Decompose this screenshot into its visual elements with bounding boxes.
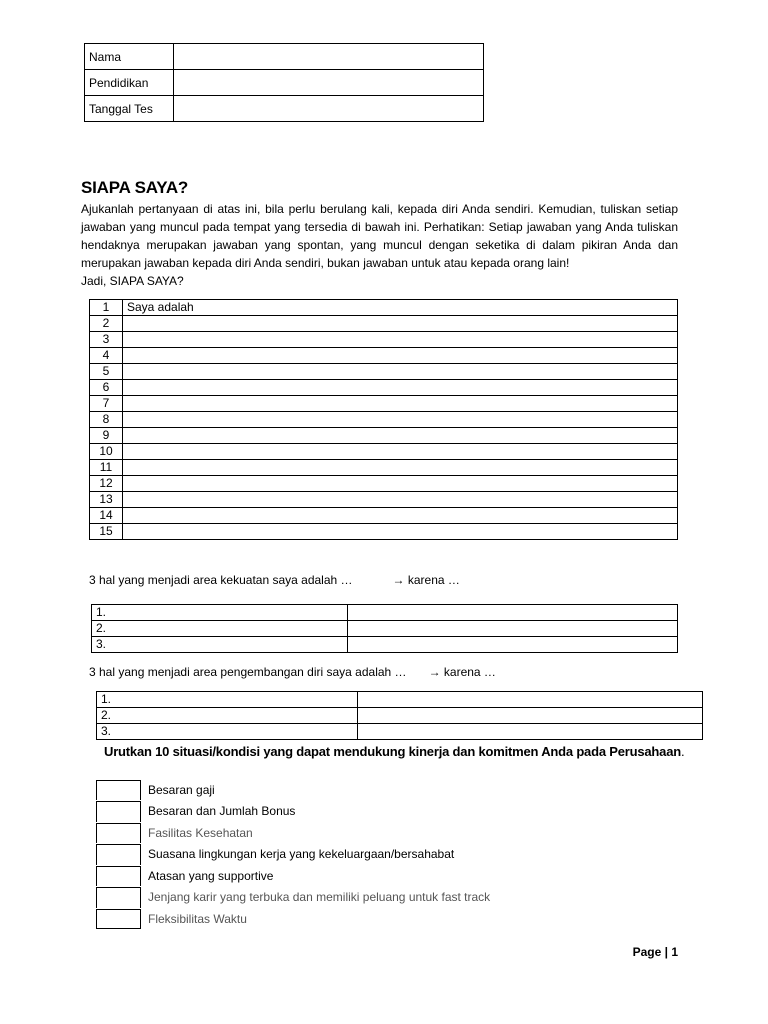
name-field[interactable]	[174, 44, 484, 70]
rank-input-box[interactable]	[96, 887, 141, 908]
table-row	[90, 428, 678, 444]
table-row	[90, 412, 678, 428]
development-item[interactable]: 3.	[97, 724, 358, 740]
table-row	[90, 524, 678, 540]
prompt-text: Jadi, SIAPA SAYA?	[81, 274, 184, 288]
table-row	[90, 508, 678, 524]
row-number: 8	[90, 412, 123, 428]
strengths-question	[89, 573, 460, 587]
table-row	[92, 605, 678, 621]
answer-cell[interactable]	[123, 332, 678, 348]
list-item	[96, 844, 490, 866]
who-am-i-table	[89, 299, 678, 540]
rank-item-label: Besaran dan Jumlah Bonus	[148, 804, 296, 819]
ranking-instruction-text: Urutkan 10 situasi/kondisi yang dapat mendukung kinerja dan komitmen Anda pada Perusahaan	[104, 744, 681, 759]
identity-row-pendidikan	[85, 70, 484, 96]
ranking-instruction-period: .	[680, 744, 685, 759]
answer-cell[interactable]	[123, 380, 678, 396]
identity-label: Pendidikan	[85, 70, 174, 96]
strengths-question-text: 3 hal yang menjadi area kekuatan saya adalah …	[89, 573, 353, 587]
identity-row-nama	[85, 44, 484, 70]
answer-cell[interactable]	[123, 396, 678, 412]
rank-input-box[interactable]	[96, 844, 141, 865]
strength-item[interactable]: 1.	[92, 605, 348, 621]
answer-cell[interactable]	[123, 444, 678, 460]
development-reason[interactable]	[358, 692, 703, 708]
table-row	[90, 460, 678, 476]
answer-cell[interactable]	[123, 428, 678, 444]
identity-row-tanggal	[85, 96, 484, 122]
rank-item-label: Fleksibilitas Waktu	[148, 911, 247, 926]
table-row	[90, 476, 678, 492]
rank-input-box[interactable]	[96, 909, 141, 930]
row-number: 1	[90, 300, 123, 316]
rank-input-box[interactable]	[96, 866, 141, 887]
identity-table	[84, 43, 484, 122]
page-number: Page | 1	[632, 945, 678, 959]
intro-paragraph: Ajukanlah pertanyaan di atas ini, bila perlu berulang kali, kepada diri Anda sendiri. Kemudian, tuliskan setiap jawaban yang muncul pada tempat yang tersedia di bawah ini. Perhatikan: Setiap jawaban yang Anda tuliskan hendaknya merupakan jawaban yang spontan, yang muncul dengan seketika di dalam pikiran Anda dan merupakan jawaban kepada diri Anda sendiri, bukan jawaban untuk atau kepada orang lain!	[81, 202, 678, 270]
education-field[interactable]	[174, 70, 484, 96]
table-row	[92, 621, 678, 637]
row-number: 5	[90, 364, 123, 380]
development-because: → karena …	[428, 665, 496, 679]
table-row	[90, 332, 678, 348]
row-number: 3	[90, 332, 123, 348]
strengths-because: → karena …	[392, 573, 460, 587]
answer-cell[interactable]	[123, 412, 678, 428]
strength-reason[interactable]	[348, 637, 678, 653]
rank-input-box[interactable]	[96, 780, 141, 801]
answer-cell[interactable]	[123, 364, 678, 380]
list-item	[96, 822, 490, 844]
list-item	[96, 801, 490, 823]
strength-reason[interactable]	[348, 621, 678, 637]
row-number: 14	[90, 508, 123, 524]
development-item[interactable]: 1.	[97, 692, 358, 708]
rank-input-box[interactable]	[96, 801, 141, 822]
row-number: 6	[90, 380, 123, 396]
table-row	[90, 444, 678, 460]
answer-cell[interactable]	[123, 508, 678, 524]
answer-cell[interactable]: Saya adalah	[123, 300, 678, 316]
table-row	[90, 396, 678, 412]
row-number: 13	[90, 492, 123, 508]
ranking-list	[96, 779, 490, 930]
rank-input-box[interactable]	[96, 823, 141, 844]
ranking-instruction	[104, 744, 684, 759]
row-number: 7	[90, 396, 123, 412]
list-item	[96, 865, 490, 887]
development-table	[96, 691, 703, 740]
table-row	[97, 708, 703, 724]
development-question-text: 3 hal yang menjadi area pengembangan diri saya adalah …	[89, 665, 407, 679]
instructions	[81, 200, 678, 290]
row-number: 11	[90, 460, 123, 476]
table-row	[90, 316, 678, 332]
identity-label: Tanggal Tes	[85, 96, 174, 122]
test-date-field[interactable]	[174, 96, 484, 122]
table-row	[90, 492, 678, 508]
development-reason[interactable]	[358, 708, 703, 724]
rank-item-label: Fasilitas Kesehatan	[148, 825, 253, 840]
rank-item-label: Atasan yang supportive	[148, 868, 274, 883]
answer-cell[interactable]	[123, 316, 678, 332]
row-number: 2	[90, 316, 123, 332]
table-row	[92, 637, 678, 653]
list-item	[96, 887, 490, 909]
table-row	[97, 724, 703, 740]
row-number: 15	[90, 524, 123, 540]
list-item	[96, 908, 490, 930]
strengths-table	[91, 604, 678, 653]
table-row	[90, 348, 678, 364]
row-number: 4	[90, 348, 123, 364]
development-question	[89, 665, 496, 679]
strength-item[interactable]: 2.	[92, 621, 348, 637]
answer-cell[interactable]	[123, 476, 678, 492]
table-row	[90, 300, 678, 316]
strength-reason[interactable]	[348, 605, 678, 621]
section-title: SIAPA SAYA?	[81, 178, 189, 197]
rank-item-label: Besaran gaji	[148, 782, 215, 797]
answer-cell[interactable]	[123, 348, 678, 364]
row-number: 10	[90, 444, 123, 460]
development-item[interactable]: 2.	[97, 708, 358, 724]
strength-item[interactable]: 3.	[92, 637, 348, 653]
rank-item-label: Jenjang karir yang terbuka dan memiliki peluang untuk fast track	[148, 890, 491, 905]
rank-item-label: Suasana lingkungan kerja yang kekeluargaan/bersahabat	[148, 847, 455, 862]
identity-label: Nama	[85, 44, 174, 70]
table-row	[90, 364, 678, 380]
answer-cell[interactable]	[123, 492, 678, 508]
answer-cell[interactable]	[123, 460, 678, 476]
row-number: 12	[90, 476, 123, 492]
answer-cell[interactable]	[123, 524, 678, 540]
list-item	[96, 779, 490, 801]
table-row	[97, 692, 703, 708]
row-number: 9	[90, 428, 123, 444]
table-row	[90, 380, 678, 396]
development-reason[interactable]	[358, 724, 703, 740]
